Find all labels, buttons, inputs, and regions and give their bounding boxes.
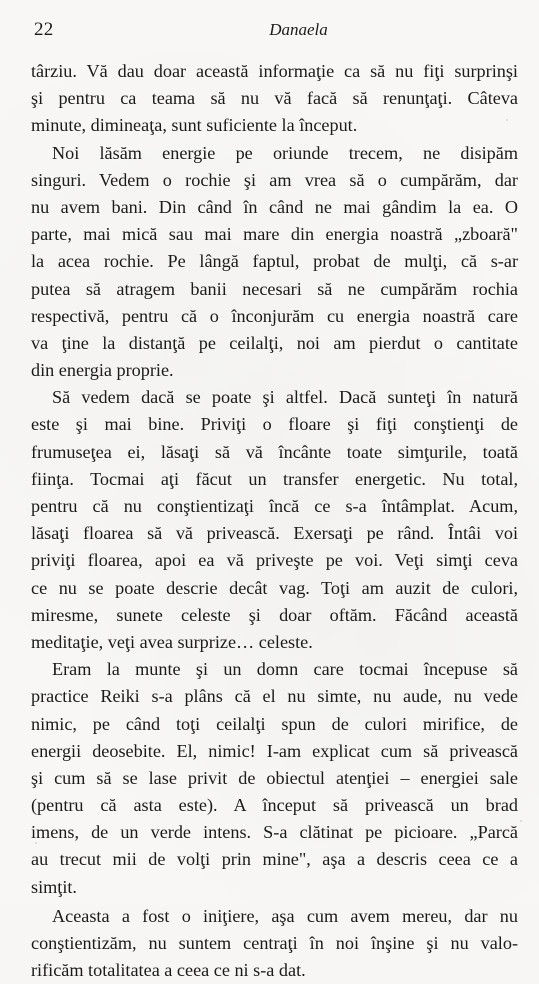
text-line: au trecut mii de volţi prin mine", aşa a descris ceea ce a: [31, 849, 518, 870]
text-line: meditaţie, veţi avea surprize… celeste.: [31, 631, 313, 652]
page-number: 22: [34, 19, 54, 40]
text-line: pentru că nu conştientizaţi încă ce s-a întâmplat. Acum,: [31, 496, 518, 516]
text-line: simţit.: [31, 876, 77, 897]
text-line: fiinţa. Tocmai aţi făcut un transfer energetic. Nu total,: [31, 468, 518, 489]
text-line: singuri. Vedem o rochie şi am vrea să o cumpărăm, dar: [31, 169, 518, 190]
text-line: miresme, sunete celeste şi doar oftăm. Făcând această: [31, 604, 518, 625]
text-line: practice Reiki s-a plâns că el nu simte, nu aude, nu vede: [31, 686, 518, 707]
text-line: priviţi floarea, apoi ea vă priveşte pe voi. Veţi simţi ceva: [31, 550, 518, 571]
text-line: imens, de un verde intens. S-a clătinat pe picioare. „Parcă: [31, 822, 518, 843]
text-line: şi cum să se lase privit de obiectul atenţiei – energiei sale: [31, 767, 518, 788]
text-line: lăsaţi floarea să vă privească. Exersaţi pe rând. Întâi voi: [31, 523, 518, 544]
text-line: putea să atragem banii necesari să ne cumpărăm rochia: [31, 278, 518, 299]
text-line: nimic, pe când toţi ceilalţi spun de culori mirifice, de: [31, 713, 518, 734]
text-line: Noi lăsăm energie pe oriunde trecem, ne disipăm: [52, 142, 518, 163]
text-line: Eram la munte şi un domn care tocmai începuse să: [52, 659, 518, 680]
text-line: conştientizăm, nu suntem centraţi în noi înşine şi nu valo-: [31, 933, 518, 953]
paragraph-2: [31, 140, 518, 385]
text-line: frumuseţea ei, lăsaţi să vă încânte toate simţurile, toată: [31, 441, 518, 462]
running-title: Danaela: [269, 20, 328, 39]
text-line: va ţine la distanţă pe ceilalţi, noi am pierdut o cantitate: [31, 332, 518, 353]
text-line: din energia proprie.: [31, 360, 174, 381]
text-line: rificăm totalitatea a ceea ce ni s-a dat.: [31, 960, 306, 981]
page-header: [34, 18, 511, 42]
text-line: minute, dimineaţa, sunt suficiente la început.: [31, 115, 358, 136]
text-line: târziu. Vă dau doar această informaţie ca să nu fiţi surprinşi: [31, 61, 518, 81]
text-line: este şi mai bine. Priviţi o floare şi fiţi conştienţi de: [31, 414, 518, 435]
text-line: şi pentru ca teama să nu vă facă să renunţaţi. Câteva: [31, 88, 518, 109]
text-line: nu avem bani. Din când în când ne mai gândim la ea. O: [31, 196, 518, 217]
text-line: (pentru că asta este). A început să privească un brad: [31, 795, 518, 816]
text-line: parte, mai mică sau mai mare din energia noastră „zboară": [31, 224, 518, 245]
paper-speck: [520, 820, 522, 822]
text-line: Să vedem dacă se poate şi altfel. Dacă sunteţi în natură: [52, 387, 518, 408]
paragraph-3: [31, 384, 518, 656]
paragraph-5: [31, 903, 518, 984]
paragraph-1: [31, 58, 518, 140]
text-line: Aceasta a fost o iniţiere, aşa cum avem mereu, dar nu: [52, 905, 518, 926]
text-line: energii deosebite. El, nimic! I-am explicat cum să privească: [31, 740, 518, 761]
text-line: la acea rochie. Pe lângă faptul, probat de mulţi, că s-ar: [31, 251, 518, 272]
body-text: [31, 58, 518, 984]
text-line: respectivă, pentru că o înconjurăm cu energia noastră care: [31, 305, 518, 326]
paragraph-4: [31, 656, 518, 901]
text-line: ce nu se poate descrie decât vag. Toţi am auzit de culori,: [31, 577, 518, 598]
